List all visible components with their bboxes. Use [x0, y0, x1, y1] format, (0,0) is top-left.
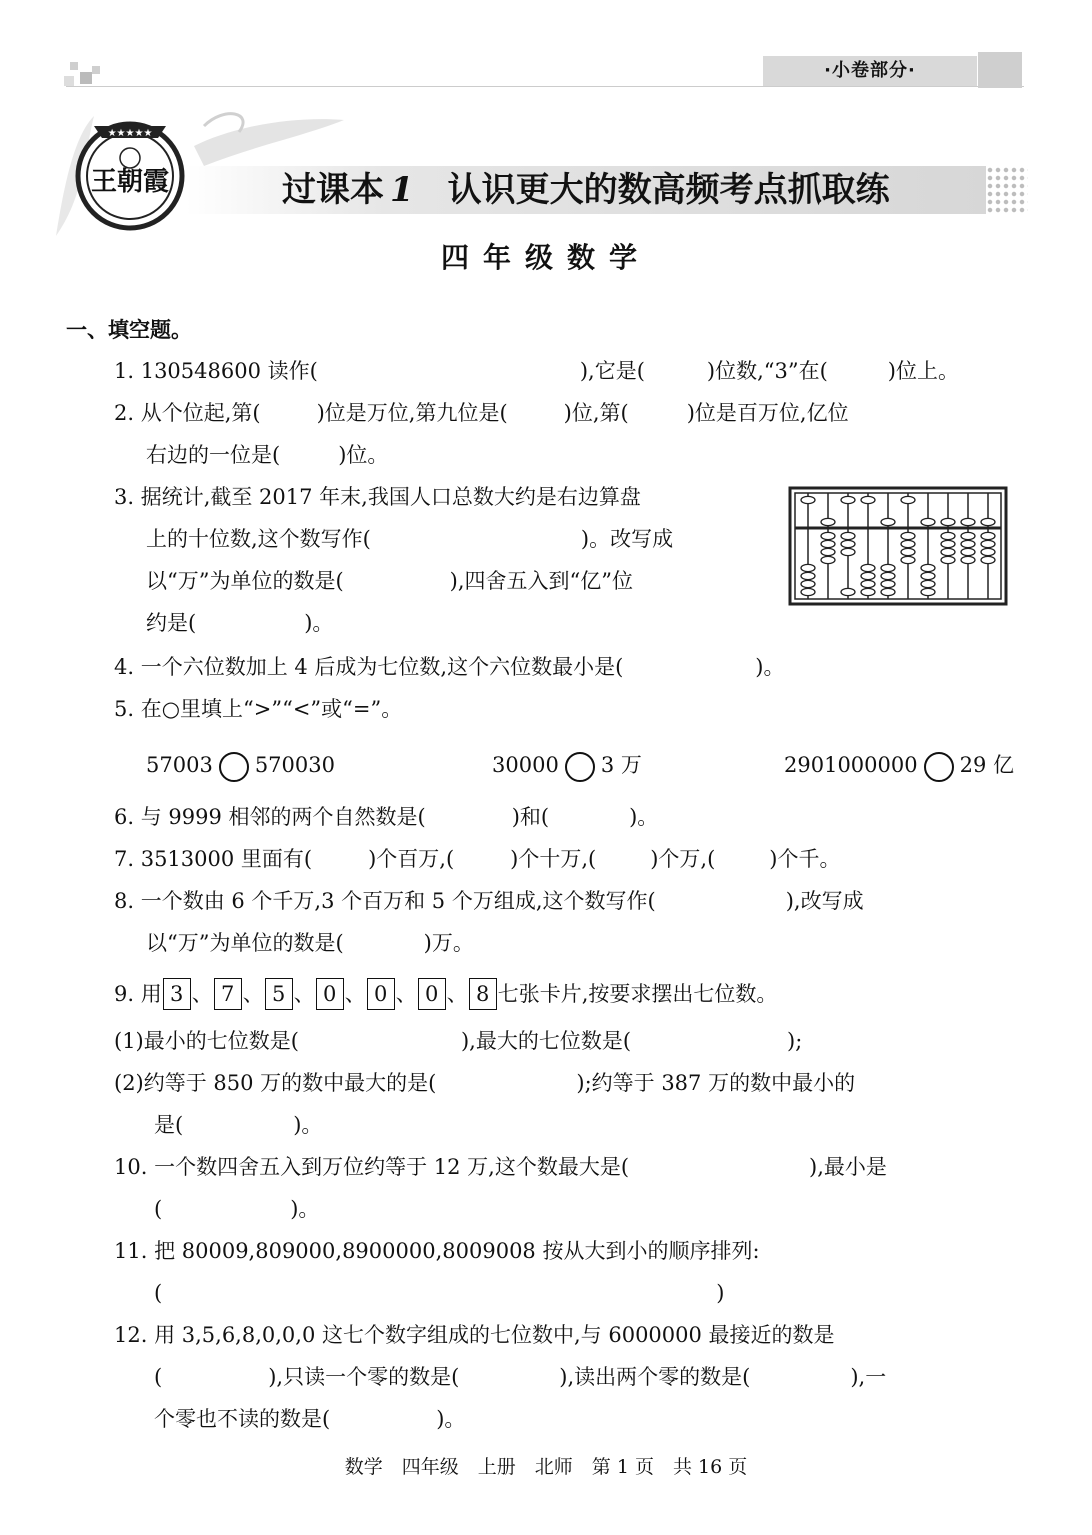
question-3: 3. 据统计,截至 2017 年末,我国人口总数大约是右边算盘 — [114, 485, 641, 509]
question-9-part1: (1)最小的七位数是( ),最大的七位数是( ); — [114, 1029, 803, 1053]
abacus-bead — [981, 548, 995, 555]
abacus-bead — [921, 564, 935, 571]
abacus-bead — [821, 540, 835, 547]
digit-card: 8 — [469, 978, 497, 1010]
corner-decoration — [70, 62, 78, 70]
abacus-bead — [941, 540, 955, 547]
abacus-bead — [921, 580, 935, 587]
question-10-line2: ( )。 — [154, 1197, 320, 1221]
question-9-part2-line2: 是( )。 — [154, 1113, 323, 1137]
abacus-bead — [861, 588, 875, 595]
digit-card: 0 — [316, 978, 344, 1010]
compare-circle-3[interactable] — [924, 752, 954, 782]
question-6: 6. 与 9999 相邻的两个自然数是( )和( )。 — [114, 805, 659, 829]
abacus-bead — [841, 588, 855, 595]
question-3-line3: 以“万”为单位的数是( ),四舍五入到“亿”位 — [146, 569, 634, 593]
abacus-bead — [941, 556, 955, 563]
badge-tab — [978, 52, 1022, 88]
abacus-bead — [981, 540, 995, 547]
digit-card: 3 — [163, 978, 191, 1010]
question-11: 11. 把 80009,809000,8900000,8009008 按从大到小的顺序排列: — [114, 1239, 760, 1263]
abacus-bead — [821, 556, 835, 563]
abacus-figure — [788, 486, 1008, 606]
question-3-line4: 约是( )。 — [146, 611, 334, 635]
abacus-bead — [881, 588, 895, 595]
abacus-bead — [801, 580, 815, 587]
page-title: 过课本 1 认识更大的数高频考点抓取练 — [282, 170, 890, 210]
question-12-line3: 个零也不读的数是( )。 — [154, 1407, 466, 1431]
question-10: 10. 一个数四舍五入到万位约等于 12 万,这个数最大是( ),最小是 — [114, 1155, 887, 1179]
question-8: 8. 一个数由 6 个千万,3 个百万和 5 个万组成,这个数写作( ),改写成 — [114, 889, 864, 913]
abacus-bead — [981, 556, 995, 563]
abacus-bead — [901, 556, 915, 563]
compare-3: 2901000000 29 亿 — [784, 750, 1014, 782]
compare-circle-1[interactable] — [219, 752, 249, 782]
abacus-bead — [901, 496, 915, 503]
question-11-answer: ( ) — [154, 1281, 725, 1305]
section-heading: 一、填空题。 — [66, 318, 192, 342]
abacus-bead — [801, 588, 815, 595]
abacus-bead — [801, 564, 815, 571]
logo-text: 王朝霞 — [90, 167, 170, 197]
abacus-bead — [921, 588, 935, 595]
corner-decoration — [80, 72, 92, 84]
abacus-bead — [901, 548, 915, 555]
abacus-bead — [961, 556, 975, 563]
page-footer: 数学 四年级 上册 北师 第 1 页 共 16 页 — [344, 1456, 748, 1478]
subtitle: 四年级数学 — [440, 241, 651, 274]
abacus-bead — [961, 532, 975, 539]
digit-card: 0 — [418, 978, 446, 1010]
abacus-bead — [961, 548, 975, 555]
abacus-bead — [981, 518, 995, 525]
abacus-bead — [881, 564, 895, 571]
corner-decoration — [64, 76, 74, 86]
question-2: 2. 从个位起,第( )位是万位,第九位是( )位,第( )位是百万位,亿位 — [114, 401, 849, 425]
abacus-bead — [881, 572, 895, 579]
abacus-bead — [961, 540, 975, 547]
question-8-line2: 以“万”为单位的数是( )万。 — [146, 931, 474, 955]
question-9: 9. 用 3 、 7 、 5 、 0 、 0 、 0 、 8 七张卡片,按要求摆出七位数。 — [114, 978, 777, 1010]
abacus-bead — [921, 572, 935, 579]
abacus-bead — [941, 518, 955, 525]
question-7: 7. 3513000 里面有( )个百万,( )个十万,( )个万,( )个千。 — [114, 847, 841, 871]
digit-card: 7 — [214, 978, 242, 1010]
question-12-line2: ( ),只读一个零的数是( ),读出两个零的数是( ),一 — [154, 1365, 887, 1389]
header-rule — [66, 86, 1024, 87]
question-3-line2: 上的十位数,这个数写作( )。改写成 — [146, 527, 674, 551]
abacus-bead — [961, 518, 975, 525]
question-12: 12. 用 3,5,6,8,0,0,0 这七个数字组成的七位数中,与 6000000 最接近的数是 — [114, 1323, 835, 1347]
abacus-bead — [901, 540, 915, 547]
abacus-bead — [901, 532, 915, 539]
abacus-bead — [861, 496, 875, 503]
abacus-bead — [821, 532, 835, 539]
abacus-bead — [881, 580, 895, 587]
question-5: 5. 在○里填上“>”“<”或“=”。 — [114, 697, 403, 721]
abacus-bead — [841, 532, 855, 539]
abacus-bead — [941, 532, 955, 539]
svg-text:★★★★★: ★★★★★ — [107, 128, 153, 139]
compare-circle-2[interactable] — [565, 752, 595, 782]
abacus-bead — [861, 580, 875, 587]
question-4: 4. 一个六位数加上 4 后成为七位数,这个六位数最小是( )。 — [114, 655, 785, 679]
question-2-line2: 右边的一位是( )位。 — [146, 443, 389, 467]
abacus-bead — [801, 496, 815, 503]
question-1: 1. 130548600 读作( ),它是( )位数,“3”在( )位上。 — [114, 359, 959, 383]
abacus-bead — [941, 548, 955, 555]
abacus-bead — [841, 548, 855, 555]
abacus-bead — [841, 540, 855, 547]
abacus-bead — [881, 518, 895, 525]
section-badge: ·小卷部分· — [763, 56, 977, 86]
digit-card: 5 — [265, 978, 293, 1010]
digit-card: 0 — [367, 978, 395, 1010]
abacus-bead — [841, 496, 855, 503]
compare-1: 57003 570030 — [146, 750, 335, 782]
abacus-bead — [801, 572, 815, 579]
abacus-bead — [861, 564, 875, 571]
abacus-bead — [821, 548, 835, 555]
abacus-bead — [921, 518, 935, 525]
title-dots — [986, 166, 1028, 214]
question-9-part2: (2)约等于 850 万的数中最大的是( );约等于 387 万的数中最小的 — [114, 1071, 856, 1095]
corner-decoration — [92, 66, 100, 74]
abacus-bead — [981, 532, 995, 539]
abacus-bead — [821, 518, 835, 525]
compare-2: 30000 3 万 — [492, 750, 642, 782]
abacus-bead — [861, 572, 875, 579]
